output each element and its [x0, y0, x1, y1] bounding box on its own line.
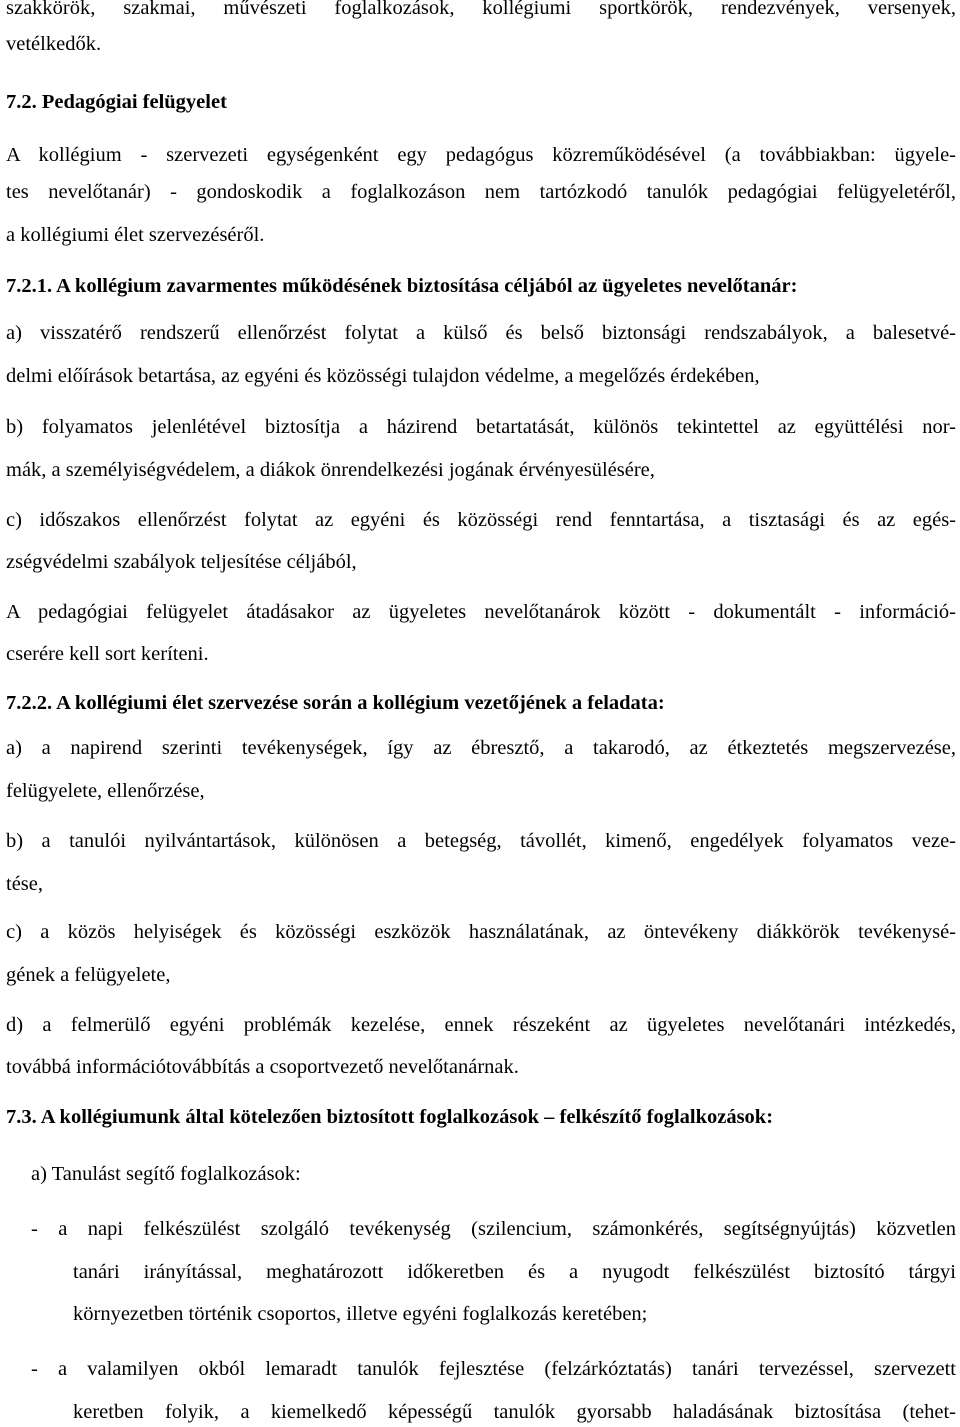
- list-item: - a napi felkészülést szolgáló tevékenység (szilencium, számonkérés, segítségnyújtás) közvetlen: [31, 1218, 956, 1240]
- text-line: A kollégium - szervezeti egységenként egy pedagógus közreműködésével (a továbbiakban: ügyele-: [6, 144, 956, 166]
- text-line: tése,: [6, 873, 43, 895]
- text-line: d) a felmerülő egyéni problémák kezelése, ennek részeként az ügyeletes nevelőtanári intézkedés,: [6, 1014, 956, 1036]
- section-heading: 7.2. Pedagógiai felügyelet: [6, 91, 227, 113]
- text-line: vetélkedők.: [6, 33, 102, 55]
- text-line: c) időszakos ellenőrzést folytat az egyéni és közösségi rend fenntartása, a tisztasági és az egés-: [6, 509, 956, 531]
- text-line: a) Tanulást segítő foglalkozások:: [31, 1163, 301, 1185]
- text-line: keretben folyik, a kiemelkedő képességű tanulók gyorsabb haladásának biztosítása (tehet-: [73, 1401, 956, 1423]
- text-line: a kollégiumi élet szervezéséről.: [6, 224, 265, 246]
- text-line: a) visszatérő rendszerű ellenőrzést folytat a külső és belső biztonsági rendszabályok, a balesetvé-: [6, 322, 956, 344]
- text-line: továbbá információtovábbítás a csoportvezető nevelőtanárnak.: [6, 1056, 519, 1078]
- subsection-heading: 7.2.1. A kollégium zavarmentes működésének biztosítása céljából az ügyeletes nevelőtanár:: [6, 275, 798, 297]
- text-line: mák, a személyiségvédelem, a diákok önrendelkezési jogának érvényesülésére,: [6, 459, 655, 481]
- text-line: cserére kell sort keríteni.: [6, 643, 209, 665]
- text-line: gének a felügyelete,: [6, 964, 171, 986]
- text-line: A pedagógiai felügyelet átadásakor az ügyeletes nevelőtanárok között - dokumentált - információ-: [6, 601, 956, 623]
- text-line: szakkörök, szakmai, művészeti foglalkozások, kollégiumi sportkörök, rendezvények, versenyek,: [6, 0, 956, 19]
- text-line: tanári irányítással, meghatározott időkeretben és a nyugodt felkészülést biztosító tárgyi: [73, 1261, 956, 1283]
- text-line: tes nevelőtanár) - gondoskodik a foglalkozáson nem tartózkodó tanulók pedagógiai felügyeletéről,: [6, 181, 956, 203]
- text-line: b) a tanulói nyilvántartások, különösen a betegség, távollét, kimenő, engedélyek folyamatos veze-: [6, 830, 956, 852]
- list-item: - a valamilyen okból lemaradt tanulók fejlesztése (felzárkóztatás) tanári tervezéssel, szervezett: [31, 1358, 956, 1380]
- text-line: c) a közös helyiségek és közösségi eszközök használatának, az öntevékeny diákkörök tevékenysé-: [6, 921, 956, 943]
- text-line: felügyelete, ellenőrzése,: [6, 780, 205, 802]
- section-heading: 7.3. A kollégiumunk által kötelezően biztosított foglalkozások – felkészítő foglalkozások:: [6, 1106, 774, 1128]
- text-line: környezetben történik csoportos, illetve egyéni foglalkozás keretében;: [73, 1303, 648, 1325]
- text-line: a) a napirend szerinti tevékenységek, így az ébresztő, a takarodó, az étkeztetés megszervezése,: [6, 737, 956, 759]
- subsection-heading: 7.2.2. A kollégiumi élet szervezése során a kollégium vezetőjének a feladata:: [6, 692, 665, 714]
- text-line: zségvédelmi szabályok teljesítése céljából,: [6, 551, 357, 573]
- text-line: b) folyamatos jelenlétével biztosítja a házirend betartatását, különös tekintettel az együttélési nor-: [6, 416, 956, 438]
- text-line: delmi előírások betartása, az egyéni és közösségi tulajdon védelme, a megelőzés érdekében,: [6, 365, 760, 387]
